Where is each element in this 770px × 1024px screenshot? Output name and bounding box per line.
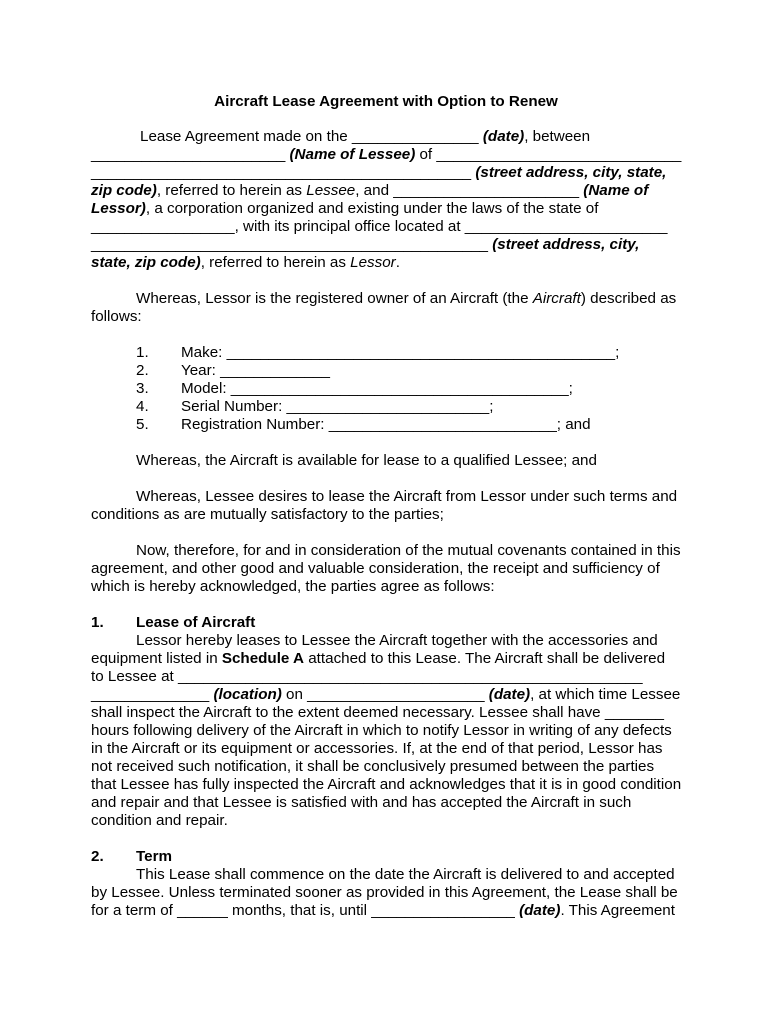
list-number: 1. [136,344,149,361]
term-blank: for a term of ______ months, that is, until _________________ [91,902,520,919]
date-label: (date) [488,686,531,703]
whereas-line-1: Whereas, Lessee desires to lease the Aircraft from Lessor under such terms and [136,488,678,505]
aircraft-details-list [91,344,681,434]
intro-line-4 [91,182,681,200]
intro-paragraph [91,128,681,272]
intro-line-7 [91,236,681,254]
address-label: (street address, city, [492,236,640,253]
section-line: not received such notification, it shall be conclusively presumed between the parties [91,758,655,775]
intro-text: , referred to herein as [200,254,351,271]
aircraft-term: Aircraft [532,290,581,307]
intro-line-3 [91,164,681,182]
section-text: , at which time Lessee [530,686,681,703]
section-line: Lessor hereby leases to Lessee the Aircraft together with the accessories and [136,632,658,649]
section-number: 2. [91,848,104,865]
whereas-desires-paragraph [91,488,681,524]
list-number: 4. [136,398,149,415]
model-field: Model: ________________________________________; [181,380,573,397]
list-item [91,362,681,380]
state-office-blank: _________________, with its principal office located at ________________________ [91,218,668,235]
section-title: Lease of Aircraft [136,614,256,631]
section-line: that Lessee has fully inspected the Aircraft and acknowledges that it is in good condition [91,776,682,793]
section-number: 1. [91,614,104,631]
list-number: 3. [136,380,149,397]
document-page [91,93,681,920]
section-term [91,848,681,920]
list-item [91,344,681,362]
intro-line-1 [91,128,681,146]
section-line: hours following delivery of the Aircraft in which to notify Lessor in writing of any defects [91,722,672,739]
lessee-address-blank: of _____________________________ [415,146,682,163]
date-label: (date) [519,902,561,919]
consideration-paragraph [91,542,681,596]
lessor-name-label: Lessor) [91,200,146,217]
intro-text: Lease Agreement made on the _______________ [140,128,483,145]
intro-text: . [395,254,400,271]
lessor-address-blank: _______________________________________________ [91,236,493,253]
date-placeholder-label: (date) [482,128,525,145]
whereas-line-2: conditions as are mutually satisfactory to the parties; [91,506,444,523]
whereas-line-2: follows: [91,308,142,325]
date-blank: on _____________________ [281,686,489,703]
location-label: (location) [213,686,282,703]
consideration-line-2: agreement, and other good and valuable consideration, the receipt and sufficiency of [91,560,660,577]
intro-line-8 [91,254,681,272]
lessee-name-label: (Name of Lessee) [289,146,416,163]
section-text: . This Agreement [560,902,675,919]
intro-line-2 [91,146,681,164]
intro-text: , referred to herein as [156,182,307,199]
list-item [91,398,681,416]
whereas-line-1 [91,290,681,308]
make-field: Make: ______________________________________________; [181,344,620,361]
consideration-line-3: which is hereby acknowledged, the parties agree as follows: [91,578,495,595]
section-heading [91,848,681,866]
lessee-name-blank: _______________________ [91,146,290,163]
section-line: This Lease shall commence on the date the Aircraft is delivered to and accepted [136,866,675,883]
whereas-available-paragraph: Whereas, the Aircraft is available for lease to a qualified Lessee; and [136,452,597,469]
lessee-term: Lessee [306,182,356,199]
registration-number-field: Registration Number: ___________________________; and [181,416,591,433]
intro-text: , between [524,128,591,145]
section-text: equipment listed in [91,650,222,667]
address-label: (street address, city, state, [475,164,667,181]
intro-text: , a corporation organized and existing under the laws of the state of [145,200,599,217]
list-item [91,380,681,398]
whereas-owner-paragraph [91,290,681,326]
section-line: and repair and that Lessee is satisfied with and has accepted the Aircraft in such [91,794,632,811]
section-line: shall inspect the Aircraft to the extent deemed necessary. Lessee shall have _______ [91,704,664,721]
section-line: in the Aircraft or its equipment or accessories. If, at the end of that period, Lessor has [91,740,663,757]
section-line: to Lessee at _______________________________________________________ [91,668,643,685]
list-number: 5. [136,416,149,433]
address-label: zip code) [91,182,157,199]
serial-number-field: Serial Number: ________________________; [181,398,494,415]
section-title: Term [136,848,173,865]
schedule-a-reference: Schedule A [221,650,305,667]
consideration-line-1: Now, therefore, for and in consideration of the mutual covenants contained in this [136,542,681,559]
address-label: state, zip code) [91,254,201,271]
lessee-address-blank: _____________________________________________ [91,164,476,181]
intro-line-6 [91,218,681,236]
section-line [91,902,681,920]
whereas-text: Whereas, Lessor is the registered owner of an Aircraft (the [136,290,533,307]
year-field: Year: _____________ [181,362,330,379]
document-title: Aircraft Lease Agreement with Option to Renew [214,93,558,110]
list-item [91,416,681,434]
lessor-name-blank: , and ______________________ [355,182,584,199]
section-heading [91,614,681,632]
location-blank: ______________ [91,686,214,703]
section-line [91,650,681,668]
section-text: attached to this Lease. The Aircraft shall be delivered [304,650,666,667]
lessor-term: Lessor [350,254,396,271]
section-line: by Lessee. Unless terminated sooner as provided in this Agreement, the Lease shall be [91,884,678,901]
lessor-name-label: (Name of [583,182,649,199]
list-number: 2. [136,362,149,379]
section-lease-of-aircraft [91,614,681,830]
intro-line-5 [91,200,681,218]
section-line: condition and repair. [91,812,228,829]
whereas-text: ) described as [580,290,677,307]
section-line [91,686,681,704]
